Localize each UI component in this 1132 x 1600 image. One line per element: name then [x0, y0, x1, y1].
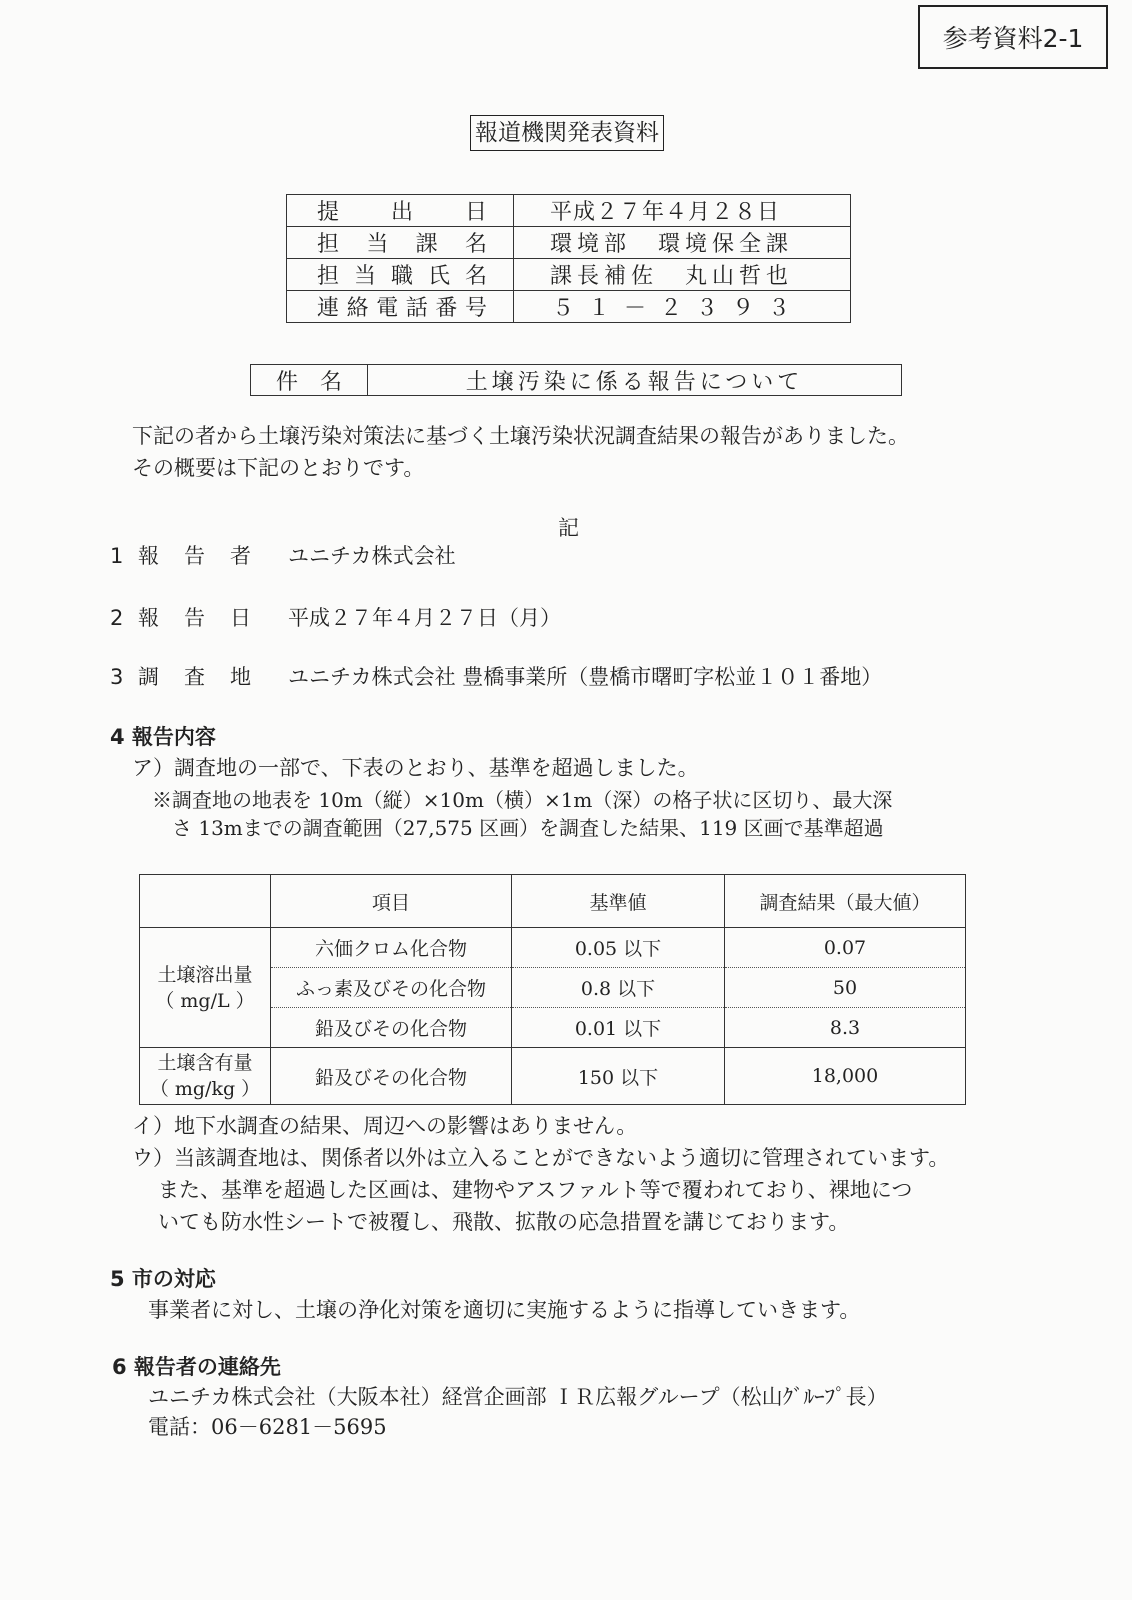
item-report-date — [110, 602, 561, 634]
item-reporter — [110, 540, 456, 572]
info-row-section — [287, 227, 851, 259]
label-char: 者 — [230, 544, 251, 568]
header-empty — [140, 875, 271, 928]
reporter-name: ユニチカ株式会社 — [288, 544, 456, 568]
table-row — [140, 928, 966, 968]
key-char: 話 — [405, 296, 428, 321]
info-value — [514, 259, 851, 291]
info-row-officer — [287, 259, 851, 291]
group-label: 土壌含有量 — [157, 1052, 253, 1074]
section-4-note-2: さ 13mまでの調査範囲（27,575 区画）を調査した結果、119 区画で基準超過 — [172, 816, 884, 840]
group-label: 土壌溶出量 — [157, 963, 253, 986]
group-unit: （ mg/kg ） — [149, 1078, 261, 1100]
cell-standard: 150 以下 — [512, 1048, 725, 1105]
contact-phone: ５１－２３９３ — [552, 296, 805, 321]
cell-item: 六価クロム化合物 — [271, 928, 512, 968]
key-char: 出 — [390, 200, 413, 225]
cell-standard: 0.05 以下 — [512, 928, 725, 968]
reference-label: 参考資料2-1 — [942, 24, 1084, 53]
info-key — [287, 195, 514, 227]
header-item: 項目 — [271, 875, 512, 928]
key-char: 提 — [317, 200, 340, 225]
key-char: 担 — [317, 232, 340, 257]
cell-standard: 0.8 以下 — [512, 968, 725, 1008]
officer-name: 課長補佐 丸山哲也 — [550, 264, 794, 289]
key-char: 号 — [464, 296, 487, 321]
key-char: 電 — [376, 296, 399, 321]
group-unit: （ mg/L ） — [155, 989, 255, 1012]
label-char: 告 — [184, 606, 205, 630]
section-6-line-1: ユニチカ株式会社（大阪本社）経営企画部 ＩＲ広報グループ（松山ｸﾞﾙｰﾌﾟ長） — [148, 1385, 888, 1409]
label-char: 調 — [138, 665, 159, 689]
table-row — [140, 1048, 966, 1105]
cell-item: 鉛及びその化合物 — [271, 1008, 512, 1048]
key-char: 連 — [317, 296, 340, 321]
press-release-title: 報道機関発表資料 — [470, 115, 664, 151]
cell-item: 鉛及びその化合物 — [271, 1048, 512, 1105]
header-standard: 基準値 — [512, 875, 725, 928]
group-elution — [140, 928, 271, 1048]
info-key — [287, 291, 514, 323]
submission-date: 平成２７年４月２８日 — [550, 200, 781, 225]
info-row-phone — [287, 291, 851, 323]
survey-site: ユニチカ株式会社 豊橋事業所（豊橋市曙町字松並１０１番地） — [288, 665, 883, 689]
section-5-heading: 5 市の対応 — [110, 1267, 216, 1291]
key-char: 氏 — [427, 264, 450, 289]
department: 環境部 環境保全課 — [550, 232, 794, 257]
item-number: 2 — [110, 606, 124, 630]
label-char: 査 — [184, 665, 205, 689]
intro-line-2: その概要は下記のとおりです。 — [132, 456, 425, 480]
key-char: 当 — [366, 232, 389, 257]
label-char: 報 — [138, 606, 159, 630]
key-char: 名 — [319, 369, 342, 395]
key-char: 日 — [464, 200, 487, 225]
section-6-phone: 電話：06－6281－5695 — [148, 1415, 387, 1439]
info-value — [514, 195, 851, 227]
cell-result: 0.07 — [725, 928, 966, 968]
cell-result: 8.3 — [725, 1008, 966, 1048]
report-date: 平成２７年４月２７日（月） — [288, 606, 561, 630]
section-4-a: ア）調査地の一部で、下表のとおり、基準を超過しました。 — [132, 756, 699, 780]
key-char: 当 — [353, 264, 376, 289]
section-4-u-3: いても防水性シートで被覆し、飛散、拡散の応急措置を講じております。 — [158, 1210, 850, 1234]
item-survey-site — [110, 661, 882, 693]
key-char: 課 — [415, 232, 438, 257]
subject-box — [250, 364, 902, 396]
section-4-note-1: ※調査地の地表を 10m（縦）×10m（横）×1m（深）の格子状に区切り、最大深 — [152, 788, 893, 812]
key-char: 名 — [464, 232, 487, 257]
cell-result: 18,000 — [725, 1048, 966, 1105]
info-key — [287, 227, 514, 259]
key-char: 件 — [275, 369, 298, 395]
cell-standard: 0.01 以下 — [512, 1008, 725, 1048]
reference-label-box — [918, 5, 1108, 69]
cell-result: 50 — [725, 968, 966, 1008]
section-4-i: イ）地下水調査の結果、周辺への影響はありません。 — [132, 1114, 638, 1138]
cell-item: ふっ素及びその化合物 — [271, 968, 512, 1008]
key-char: 番 — [435, 296, 458, 321]
key-char: 担 — [317, 264, 340, 289]
results-table — [139, 874, 966, 1105]
section-5-body: 事業者に対し、土壌の浄化対策を適切に実施するように指導していきます。 — [148, 1298, 861, 1322]
section-4-u-1: ウ）当該調査地は、関係者以外は立入ることができないよう適切に管理されています。 — [132, 1146, 950, 1170]
section-4-u-2: また、基準を超過した区画は、建物やアスファルト等で覆われており、裸地につ — [158, 1178, 913, 1202]
subject-value: 土壌汚染に係る報告について — [465, 369, 804, 395]
key-char: 職 — [390, 264, 413, 289]
key-char: 名 — [464, 264, 487, 289]
info-value — [514, 291, 851, 323]
key-char: 絡 — [346, 296, 369, 321]
subject-key — [251, 365, 368, 395]
label-char: 告 — [184, 544, 205, 568]
ki-heading: 記 — [558, 516, 579, 540]
label-char: 地 — [230, 665, 251, 689]
section-6-heading: 6 報告者の連絡先 — [112, 1355, 281, 1379]
group-content — [140, 1048, 271, 1105]
info-row-date — [287, 195, 851, 227]
info-table — [286, 194, 851, 323]
results-header-row — [140, 875, 966, 928]
info-key — [287, 259, 514, 291]
header-result: 調査結果（最大値） — [725, 875, 966, 928]
item-number: 3 — [110, 665, 124, 689]
item-number: 1 — [110, 544, 124, 568]
label-char: 報 — [138, 544, 159, 568]
info-value — [514, 227, 851, 259]
label-char: 日 — [230, 606, 251, 630]
intro-line-1: 下記の者から土壌汚染対策法に基づく土壌汚染状況調査結果の報告がありました。 — [132, 424, 909, 448]
section-4-heading: 4 報告内容 — [110, 725, 216, 749]
